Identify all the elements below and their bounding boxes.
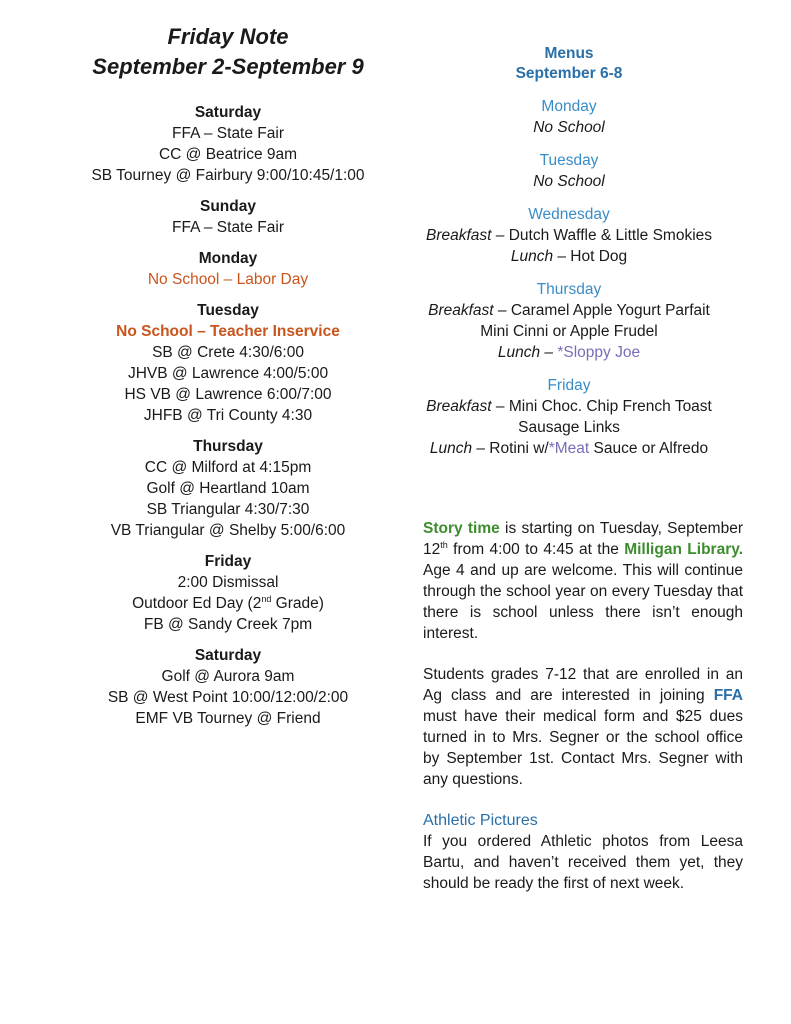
schedule-day-heading: Sunday bbox=[200, 198, 256, 215]
menu-item: Lunch – Hot Dog bbox=[510, 248, 628, 265]
schedule-day-heading: Tuesday bbox=[197, 302, 259, 319]
menu-day bbox=[420, 204, 718, 267]
schedule-event: SB Triangular 4:30/7:30 bbox=[146, 501, 310, 518]
schedule-event: FB @ Sandy Creek 7pm bbox=[143, 616, 313, 633]
menu-item: Breakfast – Caramel Apple Yogurt Parfait bbox=[428, 302, 710, 319]
notices-column bbox=[423, 518, 743, 914]
schedule-day-heading: Thursday bbox=[193, 438, 263, 455]
schedule-event: Outdoor Ed Day (2nd Grade) bbox=[132, 593, 324, 612]
menu-day-heading: Monday bbox=[541, 98, 597, 115]
athletic-pictures-heading: Athletic Pictures bbox=[423, 812, 538, 829]
ffa-notice: Students grades 7-12 that are enrolled in an Ag class and are interested in joining FFA must have their medical form and $25 dues turned in to Mrs. Segner or the school office by September 1st. Contact Mrs. Segner with any questions. bbox=[423, 666, 743, 788]
schedule-day bbox=[90, 300, 366, 426]
menus-list bbox=[420, 96, 718, 459]
schedule-day-heading: Friday bbox=[204, 553, 252, 570]
menus-column bbox=[420, 44, 718, 459]
schedule-event: Golf @ Heartland 10am bbox=[146, 480, 310, 497]
schedule-day bbox=[90, 645, 366, 729]
schedule-event: FFA – State Fair bbox=[172, 125, 284, 142]
schedule-day bbox=[90, 551, 366, 635]
page-title bbox=[90, 22, 366, 82]
schedule-event: VB Triangular @ Shelby 5:00/6:00 bbox=[110, 522, 346, 539]
schedule-day-heading: Monday bbox=[198, 250, 258, 267]
menu-day-heading: Wednesday bbox=[528, 206, 610, 223]
schedule-event: JHFB @ Tri County 4:30 bbox=[143, 407, 313, 424]
athletic-pictures-notice: If you ordered Athletic photos from Leesa Bartu, and haven’t received them yet, they should be ready the first of next week. bbox=[423, 833, 743, 892]
menu-day-heading: Tuesday bbox=[539, 152, 599, 169]
schedule-event: SB @ Crete 4:30/6:00 bbox=[152, 344, 304, 361]
schedule-column bbox=[90, 22, 366, 729]
schedule-event: JHVB @ Lawrence 4:00/5:00 bbox=[127, 365, 329, 382]
schedule-event: CC @ Milford at 4:15pm bbox=[144, 459, 312, 476]
menu-item: Breakfast – Mini Choc. Chip French Toast bbox=[426, 398, 712, 415]
schedule-event: 2:00 Dismissal bbox=[177, 574, 279, 591]
ffa-highlight: FFA bbox=[713, 687, 743, 704]
schedule-event: SB Tourney @ Fairbury 9:00/10:45/1:00 bbox=[91, 167, 365, 184]
menu-item: Lunch – Rotini w/*Meat Sauce or Alfredo bbox=[429, 440, 709, 457]
menu-item: Breakfast – Dutch Waffle & Little Smokies bbox=[425, 227, 713, 244]
schedule-event: No School – Labor Day bbox=[147, 271, 309, 288]
menus-heading: Menus bbox=[544, 45, 594, 62]
library-name: Milligan Library. bbox=[624, 541, 744, 558]
menu-day bbox=[420, 150, 718, 192]
menu-day bbox=[420, 96, 718, 138]
menu-item: Sausage Links bbox=[518, 419, 620, 436]
schedule-day bbox=[90, 196, 366, 238]
schedule-event: No School – Teacher Inservice bbox=[116, 323, 340, 340]
menu-day bbox=[420, 279, 718, 363]
menu-day bbox=[420, 375, 718, 459]
schedule-event: EMF VB Tourney @ Friend bbox=[135, 710, 321, 727]
schedule-event: CC @ Beatrice 9am bbox=[158, 146, 298, 163]
menu-item: No School bbox=[533, 119, 605, 136]
menu-item: Lunch – *Sloppy Joe bbox=[497, 344, 641, 361]
schedule-event: SB @ West Point 10:00/12:00/2:00 bbox=[107, 689, 349, 706]
menu-item: No School bbox=[533, 173, 605, 190]
menu-item: Mini Cinni or Apple Frudel bbox=[480, 323, 658, 340]
schedule-event: HS VB @ Lawrence 6:00/7:00 bbox=[124, 386, 332, 403]
story-time-highlight: Story time bbox=[423, 520, 500, 537]
schedule-event: Golf @ Aurora 9am bbox=[161, 668, 295, 685]
schedule-event: FFA – State Fair bbox=[172, 219, 284, 236]
page-title-line2: September 2-September 9 bbox=[92, 54, 364, 79]
story-time-notice: Story time is starting on Tuesday, September 12th from 4:00 to 4:45 at the Milligan Library. Age 4 and up are welcome. This will continue through the school year on every Tuesday that there is school unless there isn’t enough interest. bbox=[423, 520, 744, 642]
schedule-day bbox=[90, 436, 366, 541]
menu-day-heading: Friday bbox=[547, 377, 591, 394]
schedule-list bbox=[90, 102, 366, 729]
schedule-day-heading: Saturday bbox=[194, 647, 262, 664]
page-title-line1: Friday Note bbox=[167, 24, 289, 49]
schedule-day bbox=[90, 102, 366, 186]
schedule-day-heading: Saturday bbox=[194, 104, 262, 121]
menu-day-heading: Thursday bbox=[536, 281, 602, 298]
menus-date-range: September 6-8 bbox=[515, 65, 623, 82]
schedule-day bbox=[90, 248, 366, 290]
